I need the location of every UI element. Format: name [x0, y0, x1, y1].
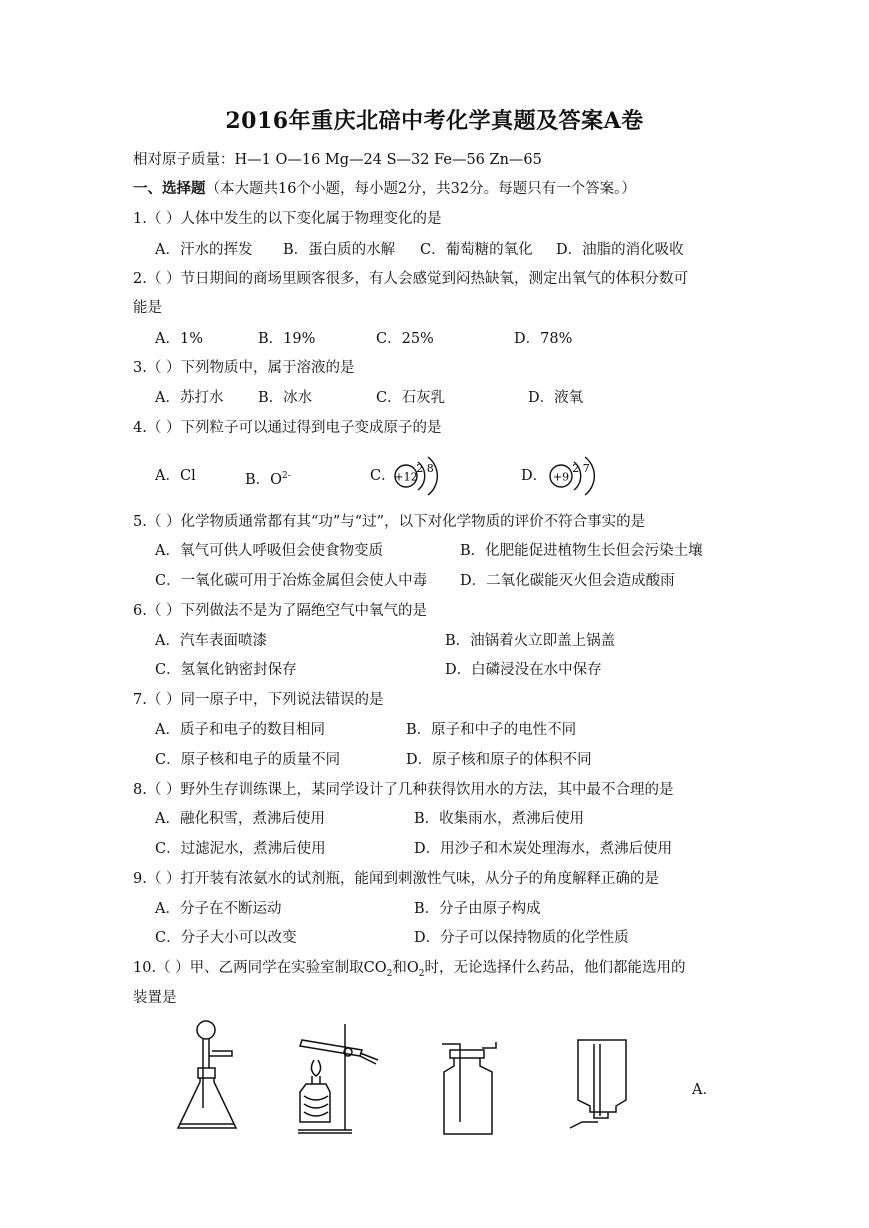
q2-option-d: D．78% [514, 331, 573, 347]
atomic-masses-line: 相对原子质量：H—1 O—16 Mg—24 S—32 Fe—56 Zn—65 [133, 152, 542, 168]
q8-option-b: B．收集雨水，煮沸后使用 [414, 811, 585, 827]
page-title: 2016年重庆北碚中考化学真题及答案A卷 [225, 108, 644, 134]
q9-option-c: C．分子大小可以改变 [155, 930, 297, 946]
question-9-stem: 9.（ ）打开装有浓氨水的试剂瓶，能闻到刺激性气味，从分子的角度解释正确的是 [133, 871, 659, 887]
q1-option-b: B．蛋白质的水解 [283, 242, 396, 258]
q1-option-c: C．葡萄糖的氧化 [420, 242, 533, 258]
q5-option-b: B．化肥能促进植物生长但会污染土壤 [460, 543, 703, 559]
atom-structure-diagram-c [388, 452, 440, 500]
question-10-stem-cont: 装置是 [133, 990, 177, 1006]
q2-option-b: B．19% [258, 331, 316, 347]
q7-option-d: D．原子核和原子的体积不同 [406, 752, 592, 768]
q7-option-a: A．质子和电子的数目相同 [155, 722, 325, 738]
question-3-stem: 3.（ ）下列物质中，属于溶液的是 [133, 360, 355, 376]
q4-option-b-label: B．O [245, 471, 283, 488]
inverted-collecting-bottle-apparatus [568, 1036, 634, 1136]
q1-option-a: A．汗水的挥发 [155, 242, 253, 258]
atom-d-shells: 2 7 [572, 462, 590, 475]
q4-option-b-charge: 2- [282, 471, 291, 481]
q6-option-b: B．油锅着火立即盖上锅盖 [445, 633, 616, 649]
q7-option-c: C．原子核和电子的质量不同 [155, 752, 341, 768]
q4-option-c: C． [370, 468, 396, 484]
conical-flask-funnel-apparatus [172, 1018, 244, 1136]
q8-option-a: A．融化积雪，煮沸后使用 [155, 811, 325, 827]
question-6-stem: 6.（ ）下列做法不是为了隔绝空气中氧气的是 [133, 603, 427, 619]
q10-stem-part-c: 时，无论选择什么药品，他们都能选用的 [424, 960, 686, 976]
q10-stem-part-a: 10.（ ）甲、乙两同学在实验室制取CO [133, 960, 387, 976]
section-note: （本大题共16个小题，每小题2分，共32分。每题只有一个答案。） [205, 181, 636, 197]
q5-option-a: A．氧气可供人呼吸但会使食物变质 [155, 543, 383, 559]
heating-test-tube-apparatus [290, 1018, 390, 1136]
q10-option-a: A． [692, 1082, 717, 1098]
atom-c-nucleus: +12 [394, 470, 418, 484]
section-header [133, 180, 636, 198]
q9-option-d: D．分子可以保持物质的化学性质 [414, 930, 629, 946]
question-10-stem [133, 959, 686, 983]
q10-sub-o2: 2 [418, 968, 425, 979]
question-2-stem-cont: 能是 [133, 300, 162, 316]
atom-d-nucleus: +9 [552, 470, 570, 484]
q4-option-d: D． [521, 468, 548, 484]
q10-sub-co2: 2 [386, 968, 393, 979]
q7-option-b: B．原子和中子的电性不同 [406, 722, 577, 738]
q3-option-c: C．石灰乳 [376, 390, 446, 406]
question-4-stem: 4.（ ）下列粒子可以通过得到电子变成原子的是 [133, 420, 442, 436]
q8-option-c: C．过滤泥水，煮沸后使用 [155, 841, 326, 857]
q6-option-a: A．汽车表面喷漆 [155, 633, 267, 649]
q6-option-d: D．白磷浸没在水中保存 [445, 662, 602, 678]
q10-stem-part-b: 和O [392, 960, 419, 976]
q2-option-c: C．25% [376, 331, 434, 347]
q4-option-b [245, 467, 291, 489]
q3-option-a: A．苏打水 [155, 390, 224, 406]
q2-option-a: A．1% [155, 331, 203, 347]
q4-option-a: A．Cl [155, 468, 196, 484]
section-heading: 一、选择题 [133, 180, 206, 197]
q9-option-b: B．分子由原子构成 [414, 901, 541, 917]
q1-option-d: D．油脂的消化吸收 [556, 242, 684, 258]
question-5-stem: 5.（ ）化学物质通常都有其“功”与“过”，以下对化学物质的评价不符合事实的是 [133, 514, 646, 530]
question-1-stem: 1.（ ）人体中发生的以下变化属于物理变化的是 [133, 211, 442, 227]
q8-option-d: D．用沙子和木炭处理海水，煮沸后使用 [414, 841, 673, 857]
gas-collecting-bottle-apparatus [436, 1036, 502, 1136]
q3-option-b: B．冰水 [258, 390, 313, 406]
q5-option-d: D．二氧化碳能灭火但会造成酸雨 [460, 573, 675, 589]
atom-c-shells: 2 8 [416, 462, 434, 475]
q5-option-c: C．一氧化碳可用于冶炼金属但会使人中毒 [155, 573, 428, 589]
atom-structure-diagram-d [541, 452, 597, 500]
q3-option-d: D．液氧 [528, 390, 584, 406]
question-2-stem: 2.（ ）节日期间的商场里顾客很多，有人会感觉到闷热缺氧，测定出氧气的体积分数可 [133, 271, 688, 287]
question-7-stem: 7.（ ）同一原子中，下列说法错误的是 [133, 692, 384, 708]
question-8-stem: 8.（ ）野外生存训练课上，某同学设计了几种获得饮用水的方法，其中最不合理的是 [133, 782, 674, 798]
q9-option-a: A．分子在不断运动 [155, 901, 282, 917]
q6-option-c: C．氢氧化钠密封保存 [155, 662, 297, 678]
